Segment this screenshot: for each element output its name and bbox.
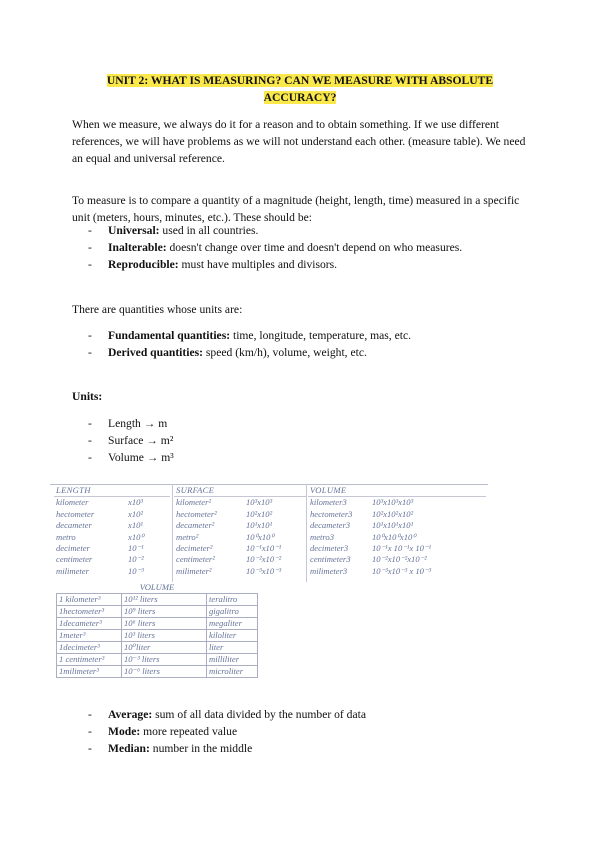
- table-cell: 1 centimeter³: [57, 654, 122, 666]
- table-row: [54, 543, 170, 554]
- table-cell: decameter²: [176, 520, 215, 531]
- table-cell: 10⁹ liters: [122, 606, 207, 618]
- table-cell: teralitro: [207, 594, 258, 606]
- table-cell: kilometer3: [310, 497, 347, 508]
- table-cell: 1milimeter³: [57, 666, 122, 678]
- list-item: - Surface → m²: [88, 434, 174, 447]
- table-cell: kilometer: [56, 497, 89, 508]
- table-row: [57, 618, 258, 630]
- intro-paragraph: When we measure, we always do it for a reason and to obtain something. If we use different references, we will have problems as we will not understand each other. (measure table). We need an equal and universal reference.: [72, 118, 526, 165]
- table-cell: decameter3: [310, 520, 351, 531]
- table-cell: 10³x10³: [246, 497, 273, 508]
- table-divider: [172, 484, 173, 582]
- table-cell: hectometer3: [310, 508, 353, 519]
- table-cell: milimeter3: [310, 565, 348, 576]
- table-cell: 10⁰x10⁰x10⁰: [372, 531, 416, 542]
- table-row: [54, 520, 170, 531]
- table-cell: 10⁻¹x10⁻¹: [246, 543, 282, 554]
- table-cell: 10⁰liter: [122, 642, 207, 654]
- units-heading: Units:: [72, 390, 103, 403]
- table-cell: decimeter²: [176, 543, 213, 554]
- table-row: [174, 543, 306, 554]
- table-row: [57, 654, 258, 666]
- table-row: [174, 520, 306, 531]
- table-row: [174, 497, 306, 509]
- list-item: - Inalterable: doesn't change over time and doesn't depend on who measures.: [88, 241, 463, 254]
- volume-liters-table: [56, 582, 258, 678]
- table-cell: metro3: [310, 531, 335, 542]
- table-cell: 10³x10³x10³: [372, 497, 414, 508]
- table-cell: milliliter: [207, 654, 258, 666]
- table-cell: 10⁻²x10⁻²x10⁻²: [372, 554, 427, 565]
- table-row: [308, 566, 486, 577]
- table-cell: 10¹x10¹: [246, 520, 273, 531]
- volume-liters-header: VOLUME: [57, 582, 258, 594]
- table-cell: 1hectometer³: [57, 606, 122, 618]
- table-cell: centimeter3: [310, 554, 351, 565]
- table-row: [54, 497, 170, 509]
- table-cell: decimeter3: [310, 543, 349, 554]
- table-cell: 10⁻²: [128, 554, 144, 565]
- table-cell: 1 kilometer³: [57, 594, 122, 606]
- table-cell: 10⁻¹: [128, 543, 144, 554]
- table-cell: kilometer²: [176, 497, 212, 508]
- table-row: [54, 532, 170, 543]
- table-row: [308, 532, 486, 543]
- table-cell: 10⁻³: [128, 565, 144, 576]
- table-row: [174, 554, 306, 565]
- table-cell: milimeter: [56, 565, 89, 576]
- table-cell: 10⁰x10⁰: [246, 531, 274, 542]
- table-cell: 1meter³: [57, 630, 122, 642]
- length-table: [54, 485, 170, 577]
- table-row: [54, 509, 170, 520]
- statistics-list: [88, 706, 528, 757]
- table-cell: x10²: [128, 508, 143, 519]
- table-row: [308, 497, 486, 509]
- table-cell: microliter: [207, 666, 258, 678]
- list-item: - Mode: more repeated value: [88, 725, 238, 738]
- table-cell: 1decimeter³: [57, 642, 122, 654]
- table-cell: 10⁻³x10⁻³ x 10⁻³: [372, 565, 432, 576]
- table-cell: 10⁻¹x 10⁻¹x 10⁻¹: [372, 543, 432, 554]
- table-cell: gigalitro: [207, 606, 258, 618]
- table-cell: hectometer²: [176, 508, 217, 519]
- list-item: - Universal: used in all countries.: [88, 224, 259, 237]
- list-item: - Fundamental quantities: time, longitude, temperature, mas, etc.: [88, 329, 412, 342]
- table-row: [308, 509, 486, 520]
- table-cell: decimeter: [56, 543, 90, 554]
- list-item: - Median: number in the middle: [88, 742, 253, 755]
- table-row: [308, 543, 486, 554]
- volume-header: VOLUME: [308, 485, 486, 497]
- table-cell: metro: [56, 531, 76, 542]
- table-cell: x10¹: [128, 520, 143, 531]
- list-item: - Length → m: [88, 417, 168, 430]
- table-row: [174, 509, 306, 520]
- table-cell: 10⁻³x10⁻³: [246, 565, 282, 576]
- table-cell: megaliter: [207, 618, 258, 630]
- table-row: [308, 520, 486, 531]
- list-item: - Average: sum of all data divided by the number of data: [88, 708, 366, 721]
- table-cell: liter: [207, 642, 258, 654]
- table-row: [57, 642, 258, 654]
- table-cell: milimeter²: [176, 565, 212, 576]
- table-cell: centimeter: [56, 554, 93, 565]
- table-cell: metro²: [176, 531, 199, 542]
- table-row: [57, 666, 258, 678]
- table-cell: x10⁰: [128, 531, 144, 542]
- table-cell: 1decameter³: [57, 618, 122, 630]
- table-divider: [306, 484, 307, 582]
- volume-table: [308, 485, 486, 577]
- table-cell: 10²x10²: [246, 508, 273, 519]
- page-title: [72, 72, 528, 106]
- table-cell: 10¹² liters: [122, 594, 207, 606]
- table-cell: kiloliter: [207, 630, 258, 642]
- table-cell: 10⁻²x10⁻²: [246, 554, 282, 565]
- table-cell: hectometer: [56, 508, 95, 519]
- table-row: [57, 630, 258, 642]
- table-cell: centimeter²: [176, 554, 215, 565]
- table-row: [57, 606, 258, 618]
- quantities-intro: There are quantities whose units are:: [72, 303, 243, 316]
- table-row: [308, 554, 486, 565]
- table-row: [54, 554, 170, 565]
- surface-table: [174, 485, 306, 577]
- units-list: [88, 415, 528, 466]
- definition-paragraph: To measure is to compare a quantity of a magnitude (height, length, time) measured in a specific unit (meters, hours, minutes, etc.). These should be:: [72, 194, 520, 224]
- table-row: [174, 532, 306, 543]
- table-cell: 10⁻⁶ liters: [122, 666, 207, 678]
- quantities-list: [88, 327, 528, 361]
- properties-list: [88, 222, 528, 273]
- table-cell: 10¹x10¹x10¹: [372, 520, 414, 531]
- list-item: - Derived quantities: speed (km/h), volume, weight, etc.: [88, 346, 367, 359]
- table-row: [54, 566, 170, 577]
- table-cell: decameter: [56, 520, 92, 531]
- table-cell: 10⁻³ liters: [122, 654, 207, 666]
- page-title-text: UNIT 2: WHAT IS MEASURING? CAN WE MEASURE WITH ABSOLUTE ACCURACY?: [106, 74, 494, 104]
- list-item: - Reproducible: must have multiples and divisors.: [88, 258, 338, 271]
- length-header: LENGTH: [54, 485, 170, 497]
- table-cell: x10³: [128, 497, 143, 508]
- list-item: - Volume → m³: [88, 451, 174, 464]
- table-row: [174, 566, 306, 577]
- table-cell: 10⁶ liters: [122, 618, 207, 630]
- table-row: [57, 594, 258, 606]
- surface-header: SURFACE: [174, 485, 306, 497]
- table-cell: 10²x10²x10²: [372, 508, 414, 519]
- table-cell: 10³ liters: [122, 630, 207, 642]
